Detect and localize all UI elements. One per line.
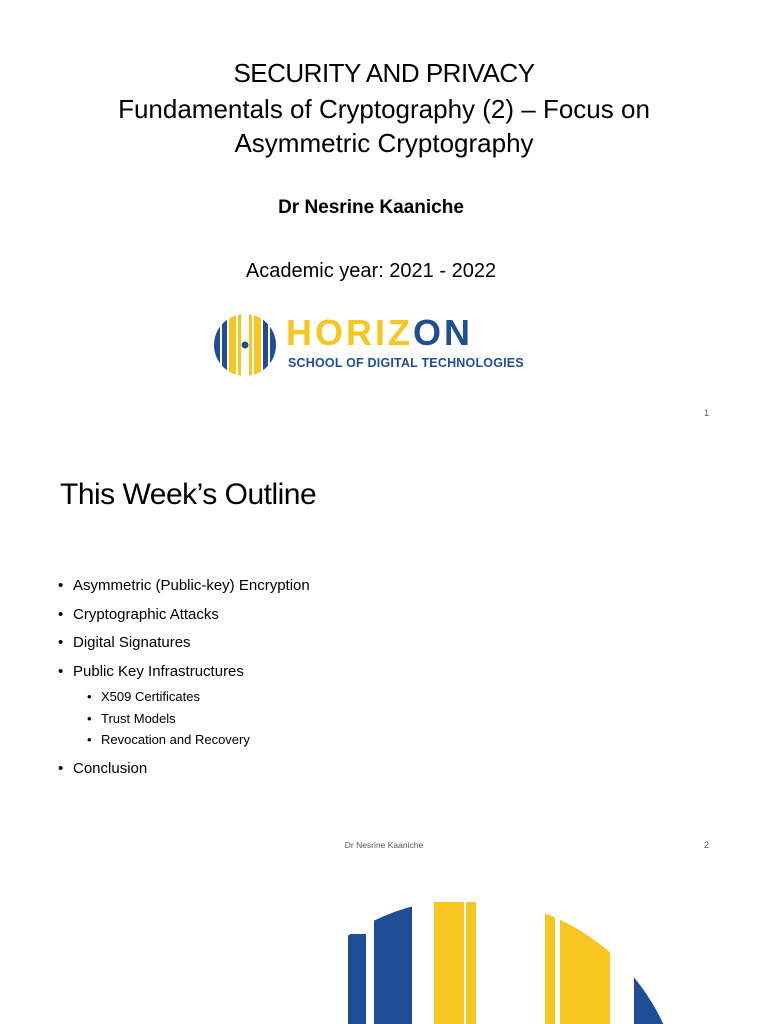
title-slide [0, 0, 768, 432]
outline-item: • Digital Signatures [58, 629, 310, 658]
slide-footer: Dr Nesrine Kaaniche [344, 840, 424, 850]
logo-tagline: SCHOOL OF DIGITAL TECHNOLOGIES [288, 356, 524, 370]
horizon-logo-large-icon [0, 864, 768, 1024]
horizon-logo [212, 312, 542, 378]
horizon-logo-mark-icon [212, 312, 278, 378]
outline-title: This Week’s Outline [60, 478, 317, 511]
lecture-subtitle [60, 92, 708, 160]
author-name: Dr Nesrine Kaaniche [278, 197, 464, 218]
slide-number: 1 [704, 408, 710, 418]
outline-item: • Asymmetric (Public-key) Encryption [58, 572, 310, 601]
outline-item-label: Public Key Infrastructures [73, 662, 244, 680]
subtitle-line-1: Fundamentals of Cryptography (2) – Focus on [118, 94, 650, 124]
outline-subitem: • Revocation and Recovery [73, 729, 310, 751]
outline-sublist [73, 686, 310, 751]
slide-number: 2 [704, 840, 710, 850]
subtitle-line-2: Asymmetric Cryptography [234, 128, 534, 158]
academic-year: Academic year: 2021 - 2022 [245, 260, 497, 282]
next-slide-partial [0, 864, 768, 1024]
outline-item: • Conclusion [58, 755, 310, 784]
horizon-wordmark: HORIZON [286, 312, 473, 353]
outline-item [58, 658, 310, 751]
course-title: SECURITY AND PRIVACY [233, 58, 535, 88]
outline-item: • Cryptographic Attacks [58, 601, 310, 630]
outline-subitem: • Trust Models [73, 708, 310, 730]
outline-list [58, 572, 310, 783]
outline-subitem: • X509 Certificates [73, 686, 310, 708]
